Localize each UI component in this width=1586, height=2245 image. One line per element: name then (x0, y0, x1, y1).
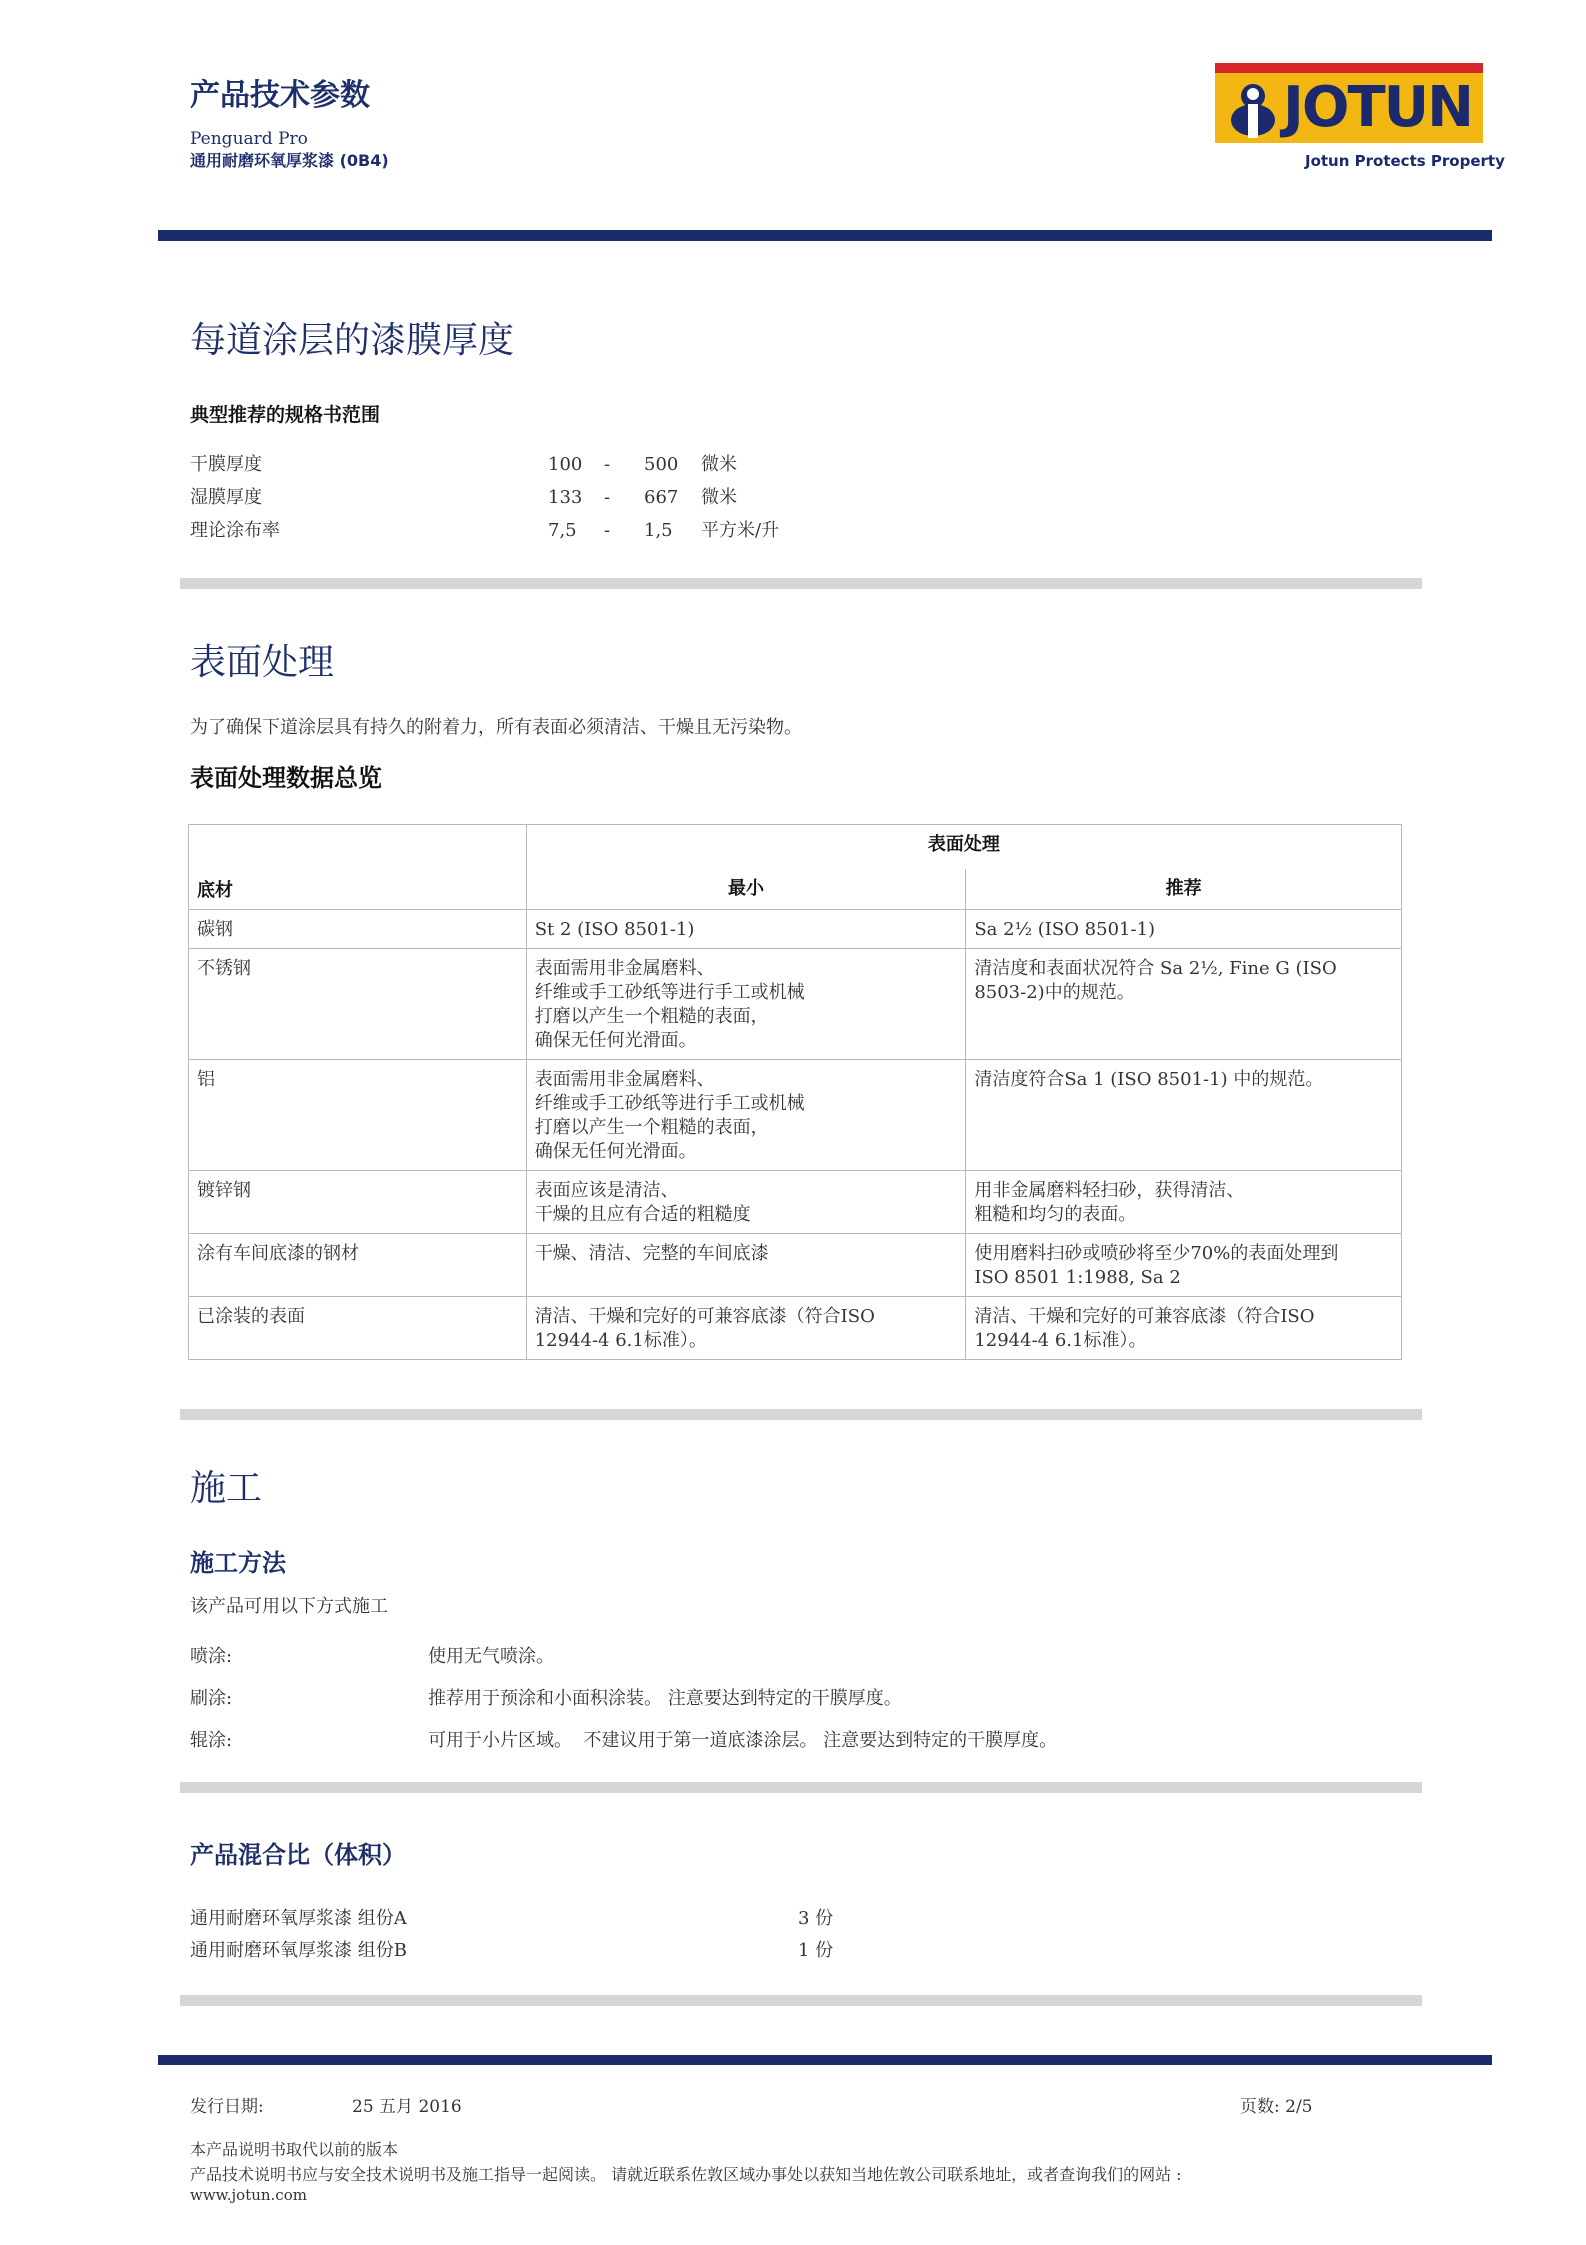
method-label-spray: 喷涂: (190, 1646, 233, 1667)
film-labels (190, 448, 280, 547)
film-min-dft: 100 (548, 454, 583, 475)
footer-website-link[interactable]: www.jotun.com (190, 2186, 307, 2204)
mixing-component-a: 通用耐磨环氧厚浆漆 组份A (190, 1908, 407, 1929)
page-number: 页数: 2/5 (1240, 2097, 1313, 2117)
mixing-components (190, 1903, 407, 1967)
film-label-wft: 湿膜厚度 (190, 487, 262, 508)
rec-cell: 用非金属磨料轻扫砂，获得清洁、 粗糙和均匀的表面。 (966, 1171, 1402, 1234)
film-dashes (604, 448, 610, 547)
method-text-roller: 可用于小片区域。 不建议用于第一道底漆涂层。 注意要达到特定的干膜厚度。 (428, 1730, 1058, 1751)
film-heading: 每道涂层的漆膜厚度 (190, 320, 515, 361)
min-cell: 清洁、干燥和完好的可兼容底漆（符合ISO 12944-4 6.1标准）。 (526, 1297, 966, 1360)
product-description: 通用耐磨环氧厚浆漆 (0B4) (190, 151, 389, 170)
rec-cell: 清洁度和表面状况符合 Sa 2½, Fine G (ISO 8503-2)中的规范。 (966, 949, 1402, 1060)
method-label-roller: 辊涂: (190, 1730, 233, 1751)
min-cell: 表面需用非金属磨料、 纤维或手工砂纸等进行手工或机械 打磨以产生一个粗糙的表面， 确保无任何光滑面。 (526, 1060, 966, 1171)
min-cell: 表面需用非金属磨料、 纤维或手工砂纸等进行手工或机械 打磨以产生一个粗糙的表面， 确保无任何光滑面。 (526, 949, 966, 1060)
logo-red-band (1215, 63, 1483, 73)
issue-date-value: 25 五月 2016 (352, 2097, 462, 2117)
issue-date-label: 发行日期: (190, 2097, 264, 2117)
rec-cell: 使用磨料扫砂或喷砂将至少70%的表面处理到 ISO 8501 1:1988, Sa 2 (966, 1234, 1402, 1297)
application-heading: 施工 (190, 1468, 263, 1509)
min-cell: 表面应该是清洁、 干燥的且应有合适的粗糙度 (526, 1171, 966, 1234)
mixing-heading: 产品混合比（体积） (190, 1841, 406, 1869)
header-recommended: 推荐 (966, 869, 1402, 910)
film-dash: - (604, 454, 611, 475)
method-label-brush: 刷涂: (190, 1688, 233, 1709)
table-row (189, 949, 1402, 1060)
film-subheading: 典型推荐的规格书范围 (190, 404, 381, 426)
film-min-wft: 133 (548, 487, 583, 508)
rec-cell: 清洁度符合Sa 1 (ISO 8501-1) 中的规范。 (966, 1060, 1402, 1171)
min-cell: St 2 (ISO 8501-1) (526, 910, 966, 949)
method-texts (428, 1636, 1057, 1762)
surface-heading: 表面处理 (190, 642, 335, 683)
film-max-spreading: 1,5 (644, 520, 673, 541)
header-surface-treatment: 表面处理 (526, 825, 1401, 870)
header-divider (158, 230, 1492, 241)
mixing-parts-b: 1 份 (798, 1940, 834, 1961)
substrate-cell: 已涂装的表面 (189, 1297, 527, 1360)
header-substrate: 底材 (189, 825, 527, 910)
method-intro: 该产品可用以下方式施工 (190, 1596, 388, 1617)
surface-table (188, 824, 1402, 1360)
mixing-parts-a: 3 份 (798, 1908, 834, 1929)
section-divider (180, 1995, 1422, 2006)
header-minimum: 最小 (526, 869, 966, 910)
mixing-component-b: 通用耐磨环氧厚浆漆 组份B (190, 1940, 407, 1961)
surface-subheading: 表面处理数据总览 (190, 764, 382, 792)
film-label-spreading: 理论涂布率 (190, 520, 280, 541)
product-info (190, 128, 389, 172)
section-divider (180, 1782, 1422, 1793)
method-heading: 施工方法 (190, 1549, 286, 1577)
footer-note-read: 产品技术说明书应与安全技术说明书及施工指导一起阅读。 请就近联系佐敦区域办事处以获知当地佐敦公司联系地址，或者查询我们的网站 : (190, 2165, 1182, 2184)
surface-intro: 为了确保下道涂层具有持久的附着力，所有表面必须清洁、干燥且无污染物。 (190, 717, 802, 738)
table-row (189, 1171, 1402, 1234)
table-header-row (189, 825, 1402, 870)
substrate-cell: 不锈钢 (189, 949, 527, 1060)
film-max-wft: 667 (644, 487, 679, 508)
method-labels (190, 1636, 232, 1762)
logo-tagline: Jotun Protects Property (1305, 152, 1505, 170)
min-cell: 干燥、清洁、完整的车间底漆 (526, 1234, 966, 1297)
footer-note-supersedes: 本产品说明书取代以前的版本 (190, 2140, 399, 2159)
product-name: Penguard Pro (190, 129, 308, 149)
footer-divider (158, 2055, 1492, 2065)
film-unit-wft: 微米 (701, 487, 737, 508)
film-dash: - (604, 487, 611, 508)
table-row (189, 1297, 1402, 1360)
film-units (701, 448, 779, 547)
substrate-cell: 碳钢 (189, 910, 527, 949)
substrate-cell: 铝 (189, 1060, 527, 1171)
method-text-spray: 使用无气喷涂。 (428, 1646, 554, 1667)
film-min-spreading: 7,5 (548, 520, 577, 541)
mixing-parts (798, 1903, 833, 1967)
film-label-dft: 干膜厚度 (190, 454, 262, 475)
method-text-brush: 推荐用于预涂和小面积涂装。 注意要达到特定的干膜厚度。 (428, 1688, 902, 1709)
rec-cell: Sa 2½ (ISO 8501-1) (966, 910, 1402, 949)
section-divider (180, 578, 1422, 589)
jotun-sailor-logo-icon (1224, 78, 1282, 138)
table-row (189, 910, 1402, 949)
film-max-dft: 500 (644, 454, 679, 475)
table-row (189, 1060, 1402, 1171)
section-divider (180, 1409, 1422, 1420)
page-title: 产品技术参数 (190, 78, 370, 113)
rec-cell: 清洁、干燥和完好的可兼容底漆（符合ISO 12944-4 6.1标准）。 (966, 1297, 1402, 1360)
film-dash: - (604, 520, 611, 541)
table-row (189, 1234, 1402, 1297)
film-min-values (548, 448, 582, 547)
film-unit-dft: 微米 (701, 454, 737, 475)
film-unit-spreading: 平方米/升 (701, 520, 780, 541)
film-max-values (644, 448, 678, 547)
substrate-cell: 涂有车间底漆的钢材 (189, 1234, 527, 1297)
substrate-cell: 镀锌钢 (189, 1171, 527, 1234)
logo-wordmark: JOTUN (1283, 75, 1472, 140)
